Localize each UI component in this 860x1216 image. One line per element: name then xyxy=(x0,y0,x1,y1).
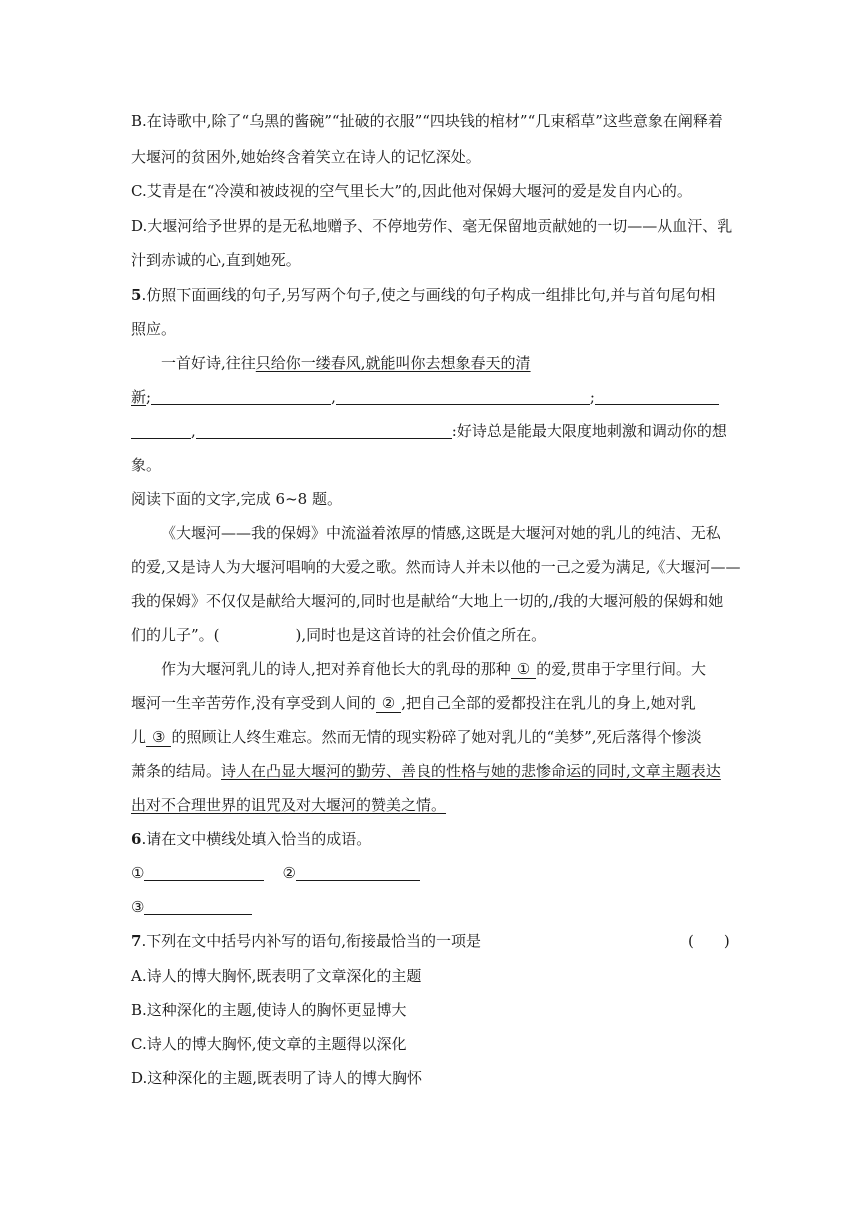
q6-prompt: 6.请在文中横线处填入恰当的成语。 xyxy=(131,830,372,848)
q6-answers-row1: ① ② xyxy=(131,863,420,883)
q4-option-b-line1: B.在诗歌中,除了“乌黑的酱碗”“扯破的衣服”“四块钱的棺材”“几束稻草”这些意象在阐释着 xyxy=(131,112,723,130)
q6-number: 6 xyxy=(131,830,142,848)
q5-intro: 一首好诗,往往 xyxy=(161,354,256,372)
q7-option-a[interactable]: A.诗人的博大胸怀,既表明了文章深化的主题 xyxy=(131,967,422,985)
q4-option-d-line2: 汁到赤诚的心,直到她死。 xyxy=(131,251,301,269)
underlined-sentence: 诗人在凸显大堰河的勤劳、善良的性格与她的悲惨命运的同时,文章主题表达 xyxy=(221,762,721,780)
q5-answer-line2: , :好诗总是能最大限度地刺激和调动你的想 xyxy=(131,421,727,441)
passage-p1-line3: 我的保姆》不仅仅是献给大堰河的,同时也是献给“大地上一切的,/我的大堰河般的保姆和她 xyxy=(131,592,724,610)
q6-blank-3[interactable] xyxy=(144,899,252,915)
q5-cont: 新 xyxy=(131,388,147,406)
q6-answers-row2: ③ xyxy=(131,897,252,917)
q7-answer-parenthesis[interactable]: ( ) xyxy=(688,932,730,950)
q5-number: 5 xyxy=(131,286,142,304)
q4-option-d-line1: D.大堰河给予世界的是无私地赠予、不停地劳作、毫无保留地贡献她的一切——从血汗、乳 xyxy=(131,217,733,235)
q5-underlined-sentence: 只给你一缕春风,就能叫你去想象春天的清 xyxy=(255,354,531,372)
q4-option-b-line2: 大堰河的贫困外,她始终含着笑立在诗人的记忆深处。 xyxy=(131,148,481,166)
answer-blank-4[interactable] xyxy=(131,423,191,439)
passage-p2-line1: 作为大堰河乳儿的诗人,把对养育他长大的乳母的那种 ① 的爱,贯串于字里行间。大 xyxy=(161,660,707,678)
passage-p2-line5 xyxy=(131,795,446,815)
q5-prompt-line2: 照应。 xyxy=(131,320,177,338)
q7-option-b[interactable]: B.这种深化的主题,使诗人的胸怀更显博大 xyxy=(131,1001,407,1019)
passage-p1-line4: 们的儿子”。( ),同时也是这首诗的社会价值之所在。 xyxy=(131,626,547,644)
passage-p2-line3: 儿 ③ 的照顾让人终生难忘。然而无情的现实粉碎了她对乳儿的“美梦”,死后落得个惨淡 xyxy=(131,728,702,746)
q7-option-c[interactable]: C.诗人的博大胸怀,使文章的主题得以深化 xyxy=(131,1035,407,1053)
q7-option-d[interactable]: D.这种深化的主题,既表明了诗人的博大胸怀 xyxy=(131,1069,423,1087)
q5-tail-end: 象。 xyxy=(131,456,162,474)
q7-prompt: 7.下列在文中括号内补写的语句,衔接最恰当的一项是 xyxy=(131,932,481,950)
passage-p2-line2: 堰河一生辛苦劳作,没有享受到人间的 ② ,把自己全部的爱都投注在乳儿的身上,她对乳 xyxy=(131,694,696,712)
q5-prompt-line1 xyxy=(131,285,716,305)
blank-marker-1[interactable]: ① xyxy=(511,661,536,679)
answer-blank-3[interactable] xyxy=(595,389,719,405)
underlined-sentence-end: 出对不合理世界的诅咒及对大堰河的赞美之情。 xyxy=(131,796,447,814)
passage-p1-line1: 《大堰河——我的保姆》中流溢着浓厚的情感,这既是大堰河对她的乳儿的纯洁、无私 xyxy=(161,524,721,542)
passage-p1-line2: 的爱,又是诗人为大堰河唱响的大爱之歌。然而诗人并未以他的一己之爱为满足,《大堰河—— xyxy=(131,558,741,576)
q5-answer-line1: 新; , ; xyxy=(131,387,719,407)
reading-instruction: 阅读下面的文字,完成 6~8 题。 xyxy=(131,490,342,508)
passage-p2-line4: 萧条的结局。诗人在凸显大堰河的勤劳、善良的性格与她的悲惨命运的同时,文章主题表达 xyxy=(131,762,721,780)
blank-marker-3[interactable]: ③ xyxy=(146,729,171,747)
answer-blank-2[interactable] xyxy=(336,389,590,405)
q7-number: 7 xyxy=(131,932,142,950)
q6-blank-2[interactable] xyxy=(296,865,420,881)
q5-tail: :好诗总是能最大限度地刺激和调动你的想 xyxy=(451,422,727,440)
blank-marker-2[interactable]: ② xyxy=(376,695,401,713)
q4-option-c: C.艾青是在“冷漠和被歧视的空气里长大”的,因此他对保姆大堰河的爱是发自内心的。 xyxy=(131,182,692,200)
q6-blank-1[interactable] xyxy=(144,865,264,881)
q5-sample-sentence xyxy=(161,353,531,373)
answer-blank-1[interactable] xyxy=(151,389,331,405)
q5-text: .仿照下面画线的句子,另写两个句子,使之与画线的句子构成一组排比句,并与首句尾句相 xyxy=(141,286,716,304)
answer-blank-5[interactable] xyxy=(196,423,452,439)
